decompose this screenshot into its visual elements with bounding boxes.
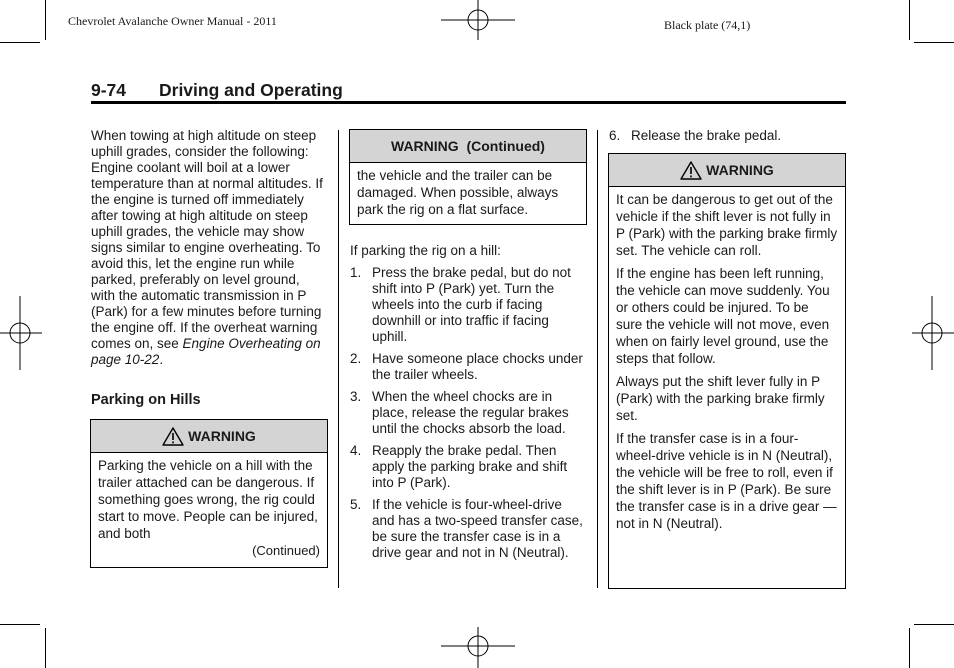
crop-mark: [45, 0, 46, 40]
step-text: Release the brake pedal.: [631, 128, 782, 143]
step-number: 6.: [609, 128, 621, 143]
step-number: 4.: [350, 443, 362, 458]
step-text: Reapply the brake pedal. Then apply the parking brake and shift into P (Park).: [372, 443, 568, 490]
section-title: Driving and Operating: [159, 80, 343, 100]
list-item: [350, 443, 587, 491]
paragraph-end: .: [159, 352, 164, 367]
step-number: 2.: [350, 351, 362, 366]
step-text: Have someone place chocks under the trailer wheels.: [372, 351, 583, 382]
step-text: Press the brake pedal, but do not shift into P (Park) yet. Turn the wheels into the curb if facing downhill or into traffic if facing uphill.: [372, 265, 571, 344]
warning-paragraph: It can be dangerous to get out of the vehicle if the shift lever is not fully in P (Park) with the parking brake firmly set. The vehicle can roll.: [616, 192, 838, 258]
step-number: 1.: [350, 265, 362, 280]
crop-mark: [914, 624, 954, 625]
list-item: [350, 265, 587, 345]
step-number: 3.: [350, 389, 362, 404]
list-item: [350, 497, 587, 561]
warning-body: [91, 453, 327, 559]
step-text: If the vehicle is four-wheel-drive and has a two-speed transfer case, be sure the transfer case is in a drive gear and not in N (Neutral).: [372, 497, 583, 560]
warning-header: [350, 130, 586, 163]
warning-paragraph: If the engine has been left running, the vehicle can move suddenly. You or others could be injured. To be sure the vehicle will not move, even when on fairly level ground, use the steps that follow.: [616, 266, 830, 366]
step-number: 5.: [350, 497, 362, 512]
step-6: [609, 128, 845, 144]
list-item: [350, 389, 587, 437]
registration-mark-icon: [441, 627, 515, 668]
warning-title: WARNING: [706, 162, 774, 178]
warning-triangle-icon: [162, 427, 184, 446]
step-text: When the wheel chocks are in place, release the regular brakes until the chocks absorb the load.: [372, 389, 569, 436]
registration-mark-icon: [0, 296, 42, 370]
warning-title: WARNING: [188, 428, 256, 444]
column-divider: [338, 130, 339, 588]
hill-intro: If parking the rig on a hill:: [350, 243, 501, 258]
crop-mark: [0, 624, 40, 625]
warning-header: [91, 420, 327, 453]
warning-triangle-icon: [680, 161, 702, 180]
warning-body: [609, 187, 845, 532]
plate-label: Black plate (74,1): [664, 18, 751, 32]
crop-mark: [909, 628, 910, 668]
parking-steps: [350, 265, 587, 567]
warning-text: Parking the vehicle on a hill with the trailer attached can be dangerous. If something goes wrong, the rig could start to move. People can be injured, and both: [98, 458, 318, 541]
section-rule: [91, 101, 846, 104]
warning-box: [90, 419, 328, 568]
warning-title: WARNING (Continued): [391, 138, 545, 154]
manual-title: Chevrolet Avalanche Owner Manual - 2011: [68, 14, 277, 28]
altitude-paragraph: [91, 128, 325, 368]
warning-text: the vehicle and the trailer can be damaged. When possible, always park the rig on a flat surface.: [357, 168, 559, 217]
subheading-parking-on-hills: Parking on Hills: [91, 392, 201, 408]
registration-mark-icon: [441, 0, 515, 42]
list-item: [350, 351, 587, 383]
warning-continued-box: [349, 129, 587, 225]
crop-mark: [909, 0, 910, 40]
crop-mark: [914, 42, 954, 43]
warning-box: [608, 153, 846, 589]
warning-body: [350, 163, 586, 218]
column-1: [91, 128, 325, 368]
warning-paragraph: If the transfer case is in a four-wheel-drive vehicle is in N (Neutral), the vehicle will be free to roll, even if the shift lever is in P (Park). Be sure the transfer case is in a drive gear — not in N (Neutral).: [616, 431, 837, 531]
cross-reference: Engine Overheating on page 10‑22: [91, 336, 321, 367]
warning-header: [609, 154, 845, 187]
section-heading: [91, 80, 846, 101]
warning-paragraph: Always put the shift lever fully in P (Park) with the parking brake firmly set.: [616, 374, 825, 423]
column-divider: [597, 130, 598, 588]
page-number: 9-74: [91, 80, 127, 100]
continued-label: (Continued): [252, 543, 320, 558]
registration-mark-icon: [912, 296, 954, 370]
crop-mark: [45, 628, 46, 668]
crop-mark: [0, 42, 40, 43]
paragraph-text: When towing at high altitude on steep uphill grades, consider the following: Engine coolant will boil at a lower temperature than at normal altitudes. If the engine is turned off immediately after towing at high altitude on steep uphill grades, the vehicle may show signs similar to engine overheating. To avoid this, let the engine run while parked, preferably on level ground, with the automatic transmission in P (Park) for a few minutes before turning the engine off. If the overheat warning comes on, see: [91, 128, 323, 351]
